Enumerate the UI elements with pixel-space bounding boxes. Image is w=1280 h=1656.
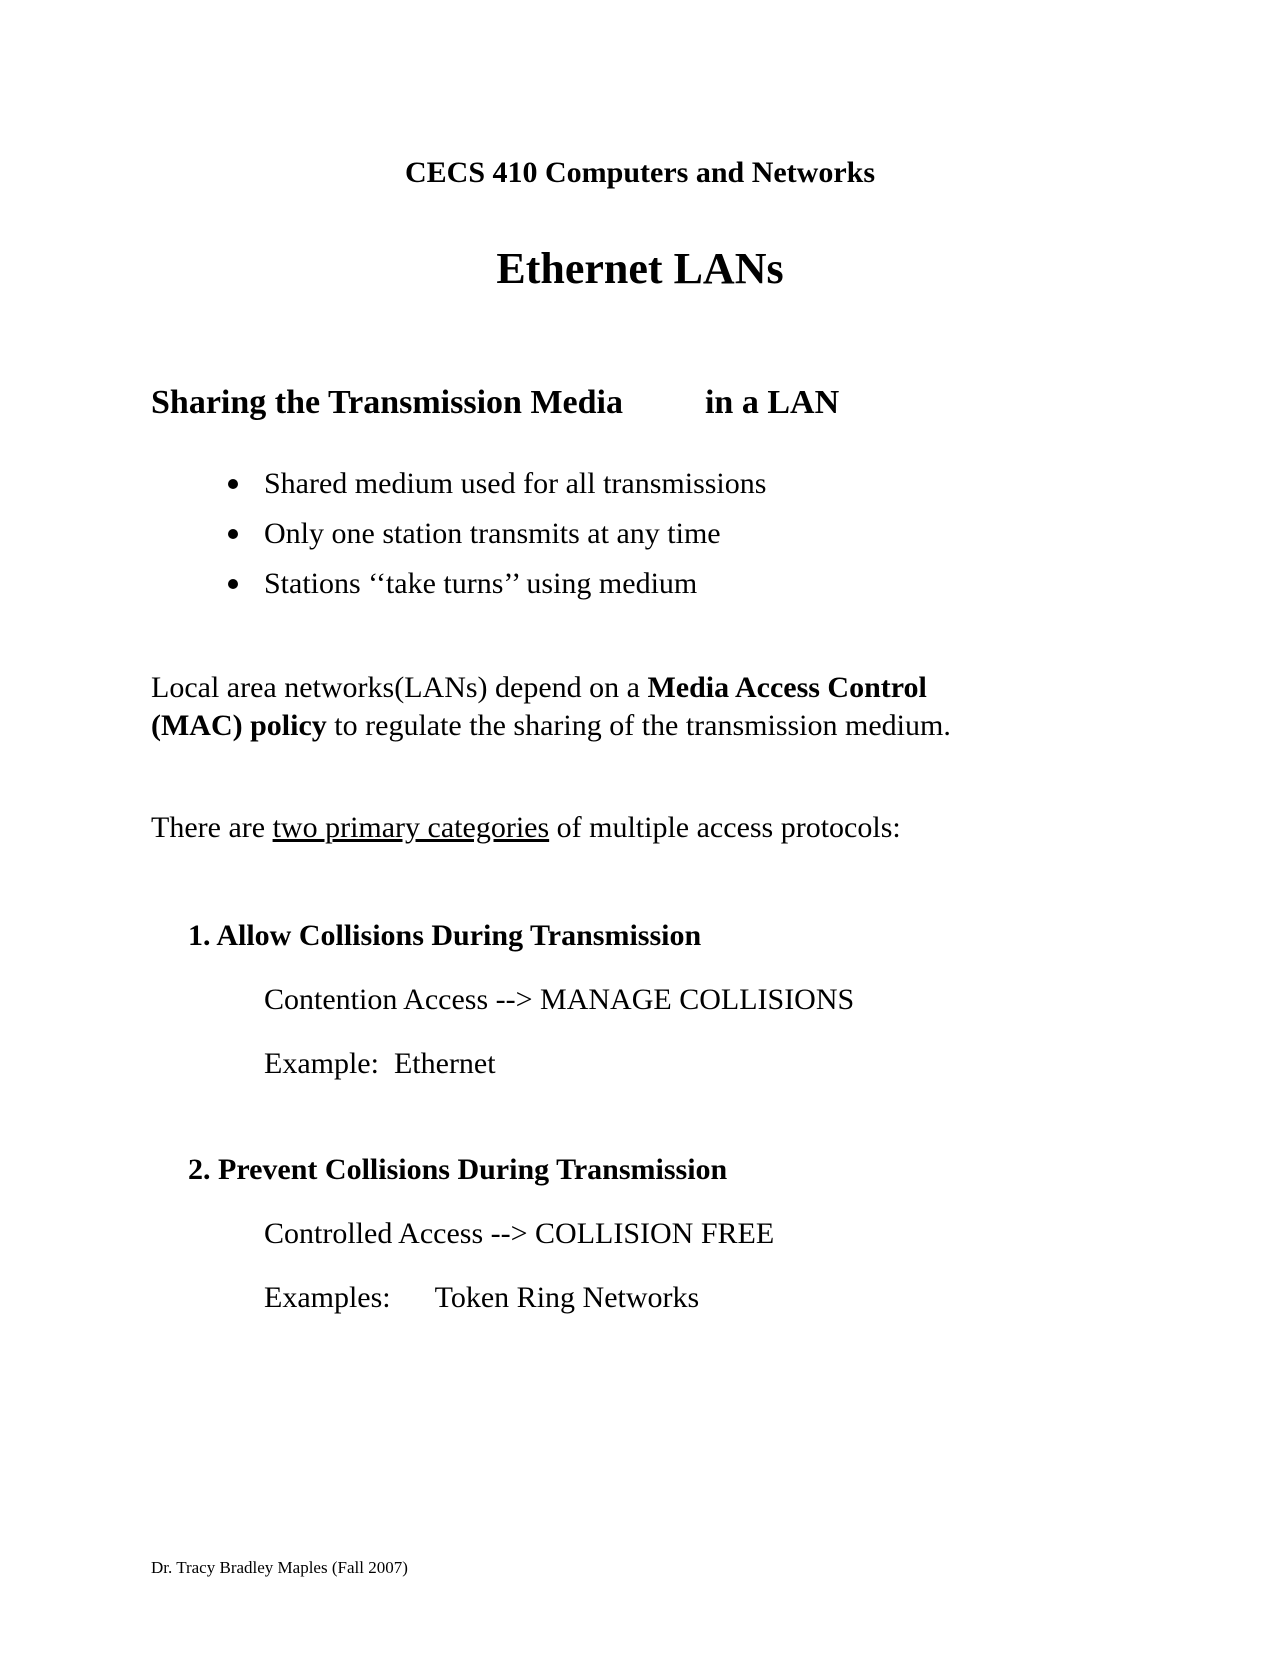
mac-policy-term: (MAC) policy (151, 709, 327, 742)
list-item-text: Stations ‘‘take turns’’ using medium (264, 567, 698, 600)
category-1-access: Contention Access --> MANAGE COLLISIONS (264, 983, 855, 1016)
example-value: Ethernet (393, 1047, 496, 1080)
mac-term: Media Access Control (647, 671, 927, 704)
list-item-text: Only one station transmits at any time (264, 517, 721, 550)
mac-paragraph (151, 669, 951, 745)
mac-paragraph-line1 (151, 669, 951, 707)
paragraph-text: to regulate the sharing of the transmission medium. (326, 709, 951, 742)
section-heading-part2: in a LAN (704, 384, 840, 421)
categories-intro (151, 809, 901, 847)
paragraph-text: Local area networks(LANs) depend on a (151, 671, 648, 704)
category-heading-2: 2. Prevent Collisions During Transmission (188, 1153, 728, 1186)
category-1-example (264, 1047, 496, 1081)
underlined-phrase: two primary categories (272, 811, 550, 844)
page-title: Ethernet LANs (496, 244, 784, 293)
bullet-icon (228, 479, 238, 489)
mac-paragraph-line2 (151, 707, 951, 745)
footer-author: Dr. Tracy Bradley Maples (Fall 2007) (151, 1558, 408, 1577)
section-heading (151, 384, 839, 422)
list-item (222, 516, 766, 566)
paragraph-text: of multiple access protocols: (549, 811, 901, 844)
category-2-access: Controlled Access --> COLLISION FREE (264, 1217, 775, 1250)
example-label: Example: (264, 1047, 379, 1080)
category-2-example (264, 1281, 699, 1315)
bullet-icon (228, 579, 238, 589)
list-item-text: Shared medium used for all transmissions (264, 467, 767, 500)
list-item (222, 466, 766, 516)
list-item (222, 566, 766, 616)
bullet-list (222, 466, 766, 616)
section-heading-part1: Sharing the Transmission Media (151, 384, 623, 421)
example-label: Examples: (264, 1281, 391, 1314)
course-title: CECS 410 Computers and Networks (404, 156, 876, 189)
example-value: Token Ring Networks (434, 1281, 700, 1314)
bullet-icon (228, 529, 238, 539)
category-heading-1: 1. Allow Collisions During Transmission (188, 919, 702, 952)
paragraph-text: There are (151, 811, 273, 844)
